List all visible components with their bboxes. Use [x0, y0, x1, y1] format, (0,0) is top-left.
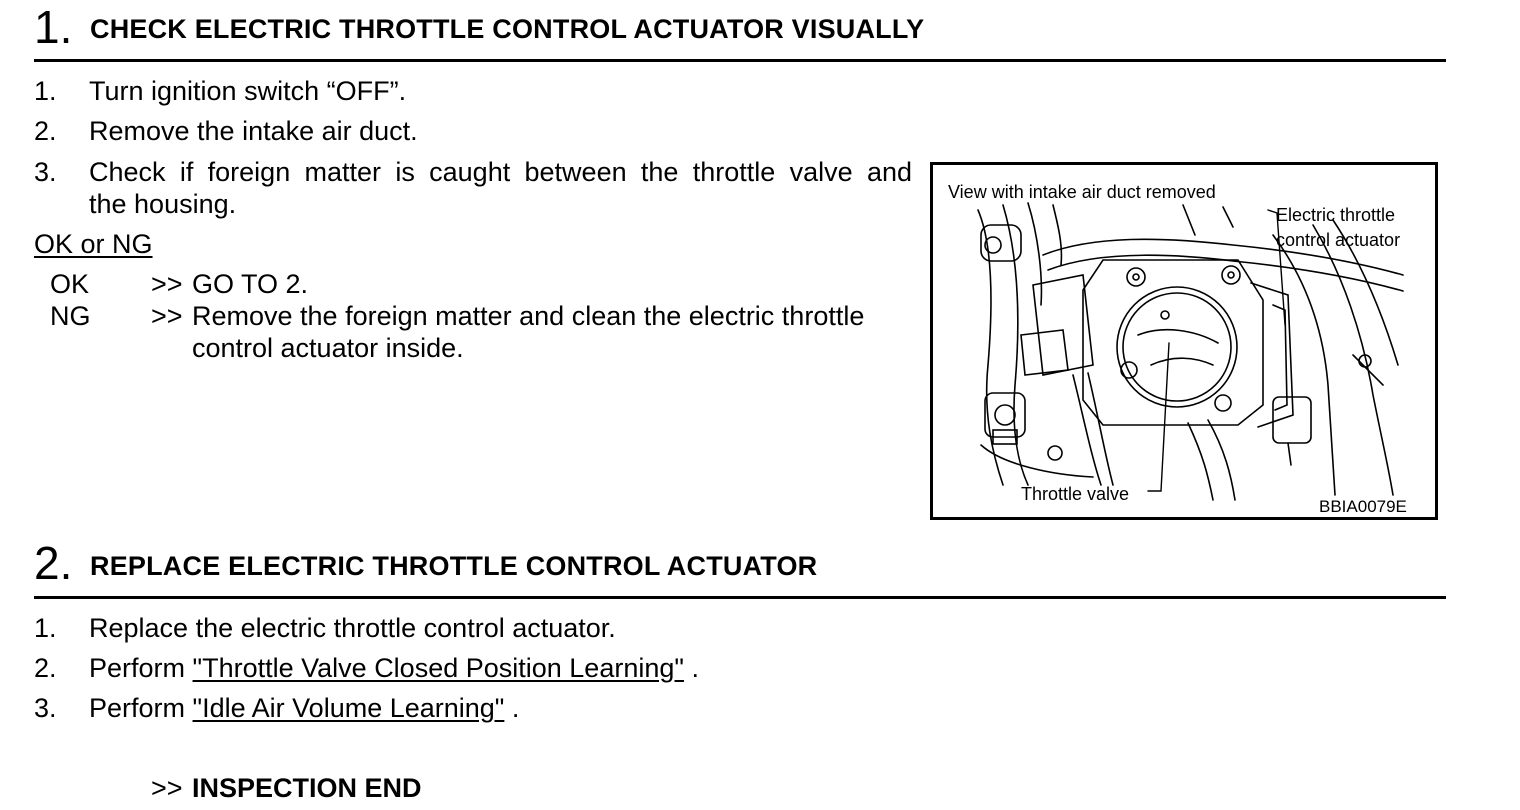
- inspection-end-arrow: >>: [151, 773, 183, 803]
- step-2-item-2-number: 2.: [34, 653, 57, 683]
- step-2-item-1-text: Replace the electric throttle control actuator.: [89, 613, 616, 643]
- ng-action-line-1: Remove the foreign matter and clean the electric throttle: [192, 301, 865, 331]
- step-1-item-3-text-line-2: the housing.: [89, 189, 237, 219]
- step-1-item-2-number: 2.: [34, 116, 57, 146]
- step-1-item-3-number: 3.: [34, 157, 57, 187]
- step-2-item-2-suffix: .: [683, 653, 699, 683]
- ng-code: NG: [50, 301, 91, 331]
- step-1-item-3-text-line-1: Check if foreign matter is caught between the throttle valve and: [89, 157, 912, 187]
- figure-label-actuator-line-2: control actuator: [1276, 230, 1401, 250]
- figure-code: BBIA0079E: [1319, 497, 1407, 516]
- step-2-item-3-prefix: Perform: [89, 693, 193, 723]
- step-2-item-3-text: [89, 692, 519, 724]
- ok-action-link[interactable]: GO TO 2.: [192, 269, 309, 299]
- figure-label-throttle-valve: Throttle valve: [1021, 484, 1130, 504]
- step-1-item-1-number: 1.: [34, 76, 57, 106]
- ok-code: OK: [50, 269, 90, 299]
- step-1-item-2-text: Remove the intake air duct.: [89, 116, 418, 146]
- throttle-valve-closed-position-learning-link[interactable]: "Throttle Valve Closed Position Learning": [192, 653, 684, 683]
- step-1-item-1-text: Turn ignition switch “OFF”.: [89, 76, 407, 106]
- step-2-rule: [34, 596, 1446, 599]
- throttle-figure: [930, 162, 1438, 520]
- ng-action-line-2: control actuator inside.: [192, 333, 464, 363]
- step-1-number: 1.: [34, 1, 73, 53]
- step-1-rule: [34, 59, 1446, 62]
- step-1-title: CHECK ELECTRIC THROTTLE CONTROL ACTUATOR VISUALLY: [90, 14, 925, 44]
- idle-air-volume-learning-link[interactable]: "Idle Air Volume Learning": [192, 693, 505, 723]
- inspection-end-text: INSPECTION END: [192, 773, 422, 803]
- step-2-title: REPLACE ELECTRIC THROTTLE CONTROL ACTUATOR: [90, 551, 818, 581]
- ok-ng-label: OK or NG: [34, 229, 153, 259]
- figure-label-actuator-line-1: Electric throttle: [1276, 205, 1396, 225]
- step-2-item-2-text: [89, 652, 699, 684]
- step-2-item-1-number: 1.: [34, 613, 57, 643]
- step-2-item-3-number: 3.: [34, 693, 57, 723]
- step-2-number: 2.: [34, 537, 73, 589]
- ng-arrow: >>: [151, 301, 183, 331]
- step-2-item-3-suffix: .: [504, 693, 520, 723]
- figure-caption: View with intake air duct removed: [948, 182, 1216, 202]
- ok-arrow: >>: [151, 269, 183, 299]
- step-2-item-2-prefix: Perform: [89, 653, 193, 683]
